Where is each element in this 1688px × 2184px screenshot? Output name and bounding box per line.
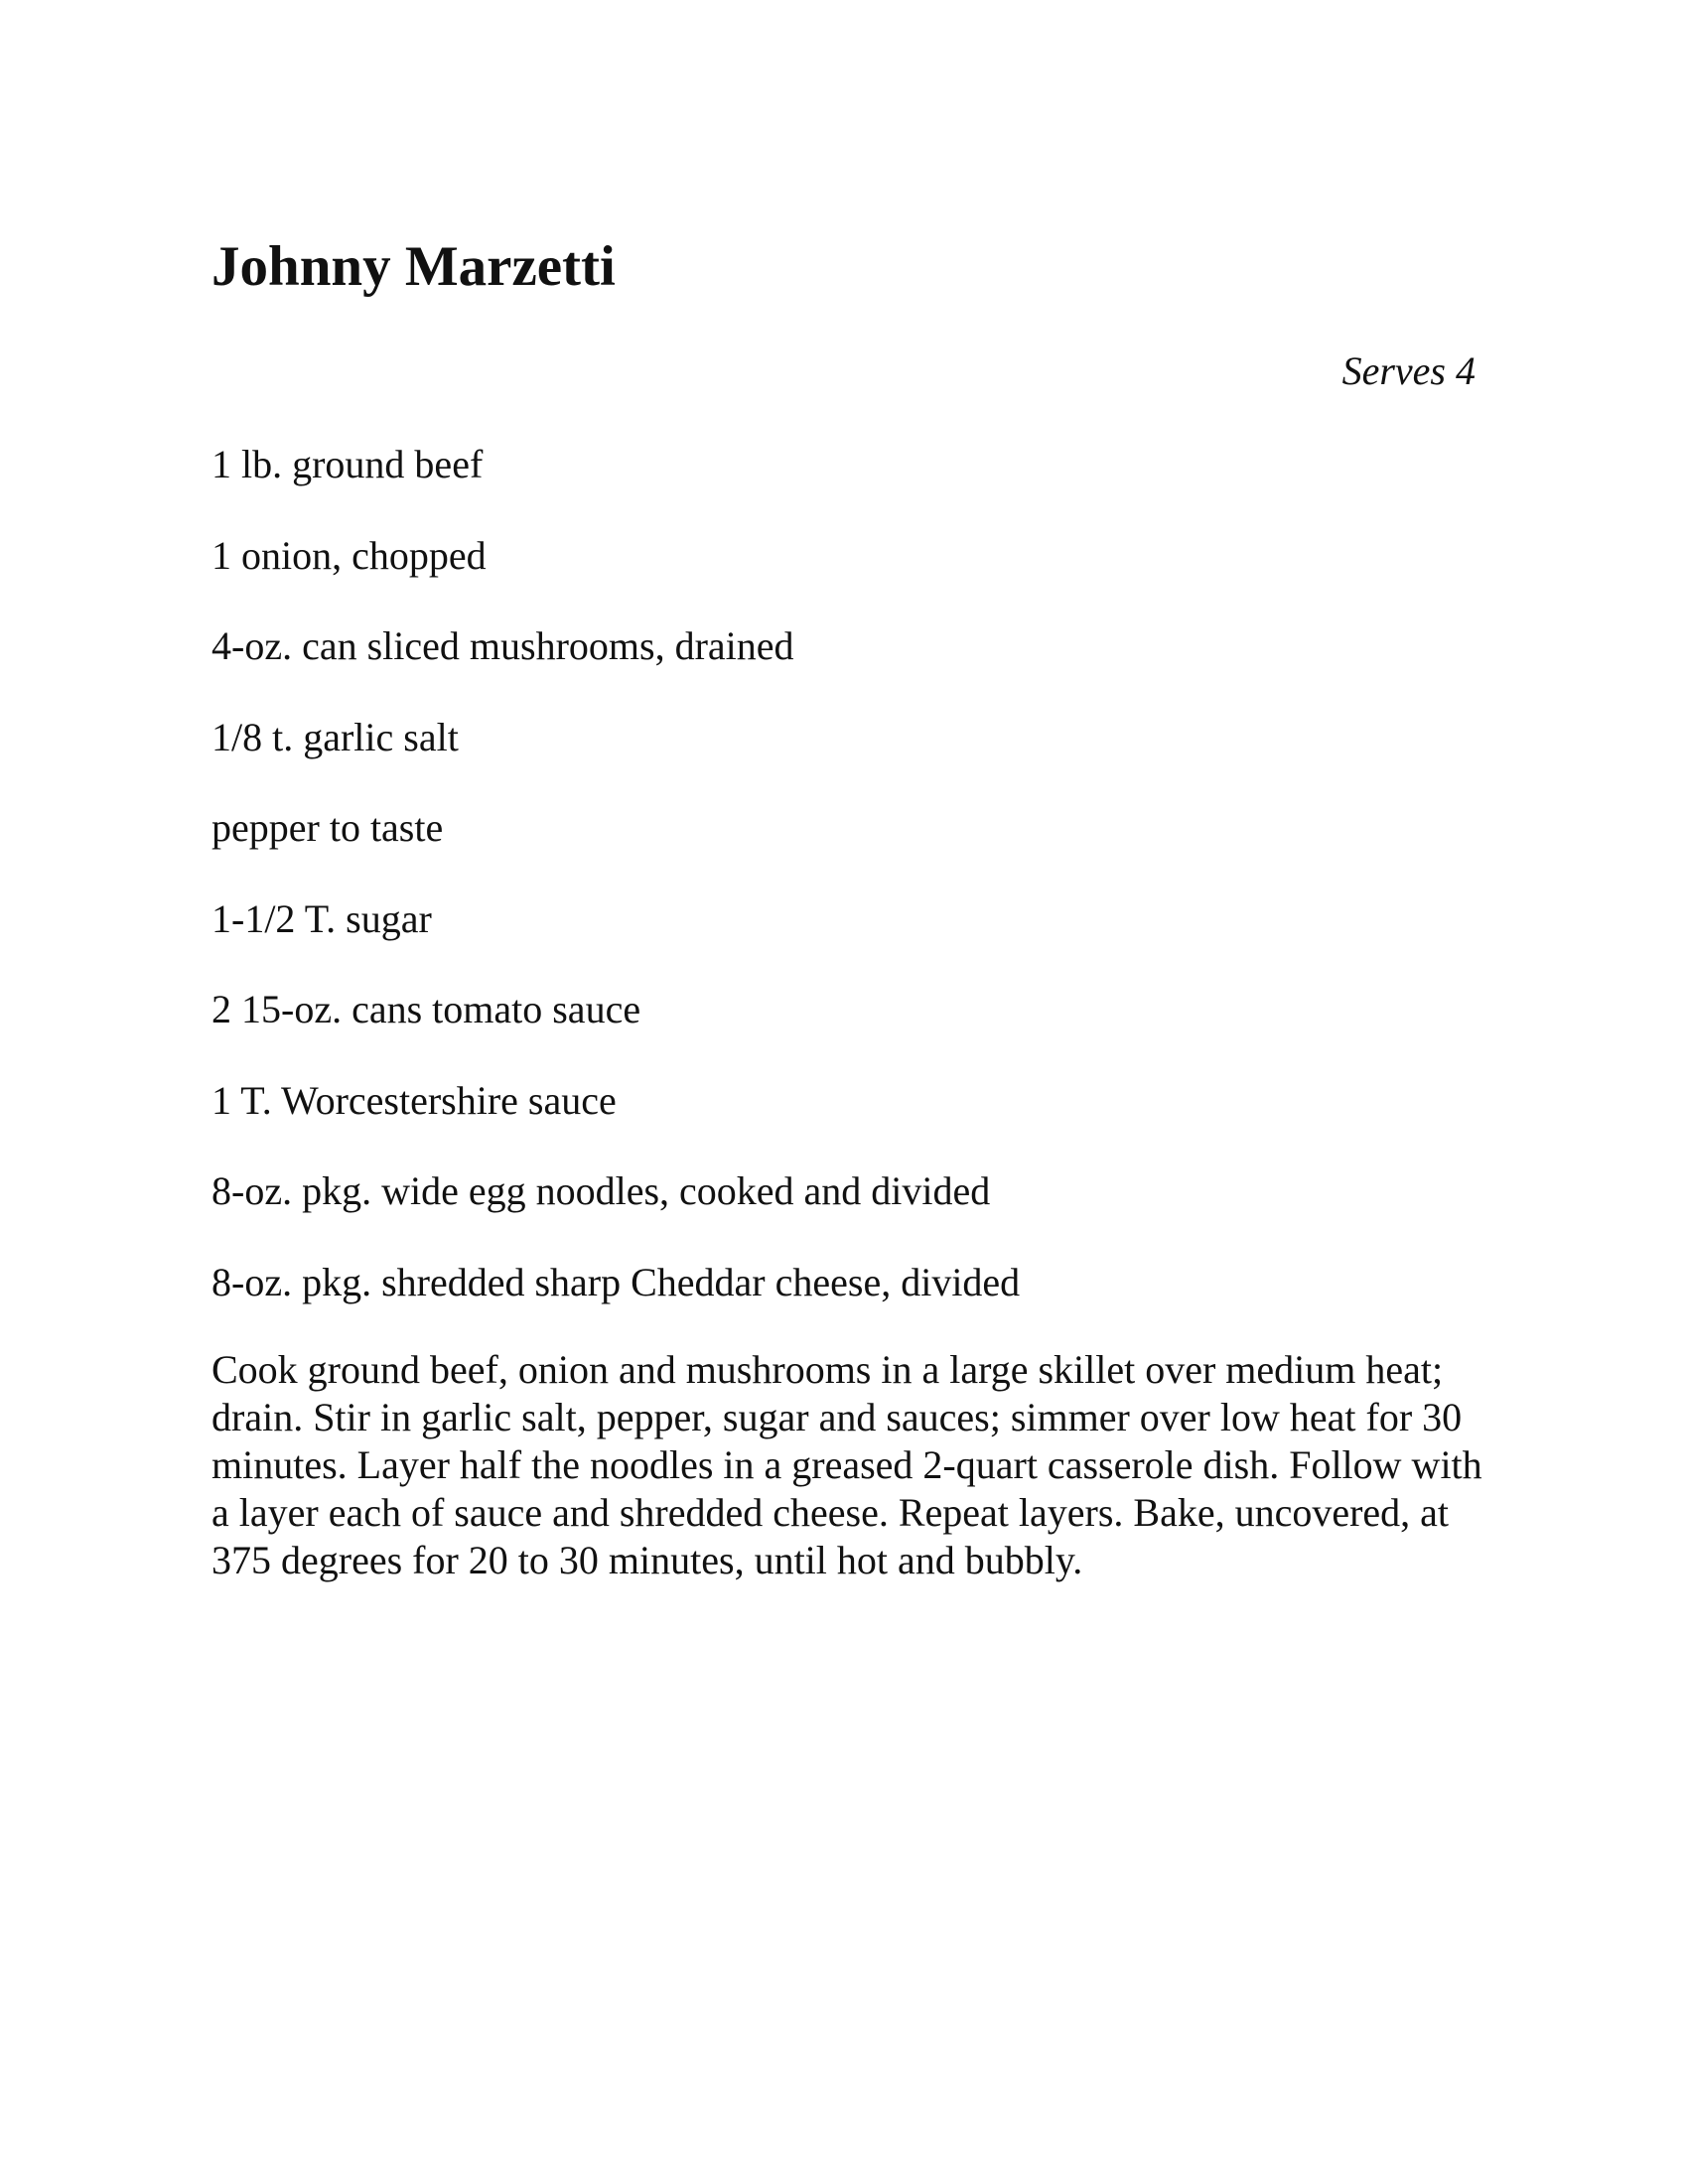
ingredient-item: 1-1/2 T. sugar xyxy=(211,895,432,941)
ingredient-item: 4-oz. can sliced mushrooms, drained xyxy=(211,623,794,668)
recipe-directions: Cook ground beef, onion and mushrooms in a large skillet over medium heat; drain. Stir in garlic salt, pepper, sugar and sauces; simmer over low heat for 30 minutes. Layer half the noodles in a greased 2-quart casserole dish. Follow with a layer each of sauce and shredded cheese. Repeat layers. Bake, uncovered, at 375 degrees for 20 to 30 minutes, until hot and bubbly. xyxy=(211,1347,1482,1582)
ingredient-item: 1 onion, chopped xyxy=(211,532,487,578)
ingredient-item: 8-oz. pkg. shredded sharp Cheddar cheese, divided xyxy=(211,1259,1021,1304)
ingredient-item: 8-oz. pkg. wide egg noodles, cooked and divided xyxy=(211,1168,991,1213)
ingredient-list xyxy=(211,443,1020,1351)
ingredient-item: pepper to taste xyxy=(211,805,444,850)
ingredient-item: 1 lb. ground beef xyxy=(211,442,484,486)
ingredient-item: 2 15-oz. cans tomato sauce xyxy=(211,987,641,1031)
serves-label: Serves 4 xyxy=(1341,348,1476,393)
ingredient-item: 1 T. Worcestershire sauce xyxy=(211,1077,617,1123)
ingredient-item: 1/8 t. garlic salt xyxy=(211,714,459,759)
recipe-title: Johnny Marzetti xyxy=(211,235,616,298)
